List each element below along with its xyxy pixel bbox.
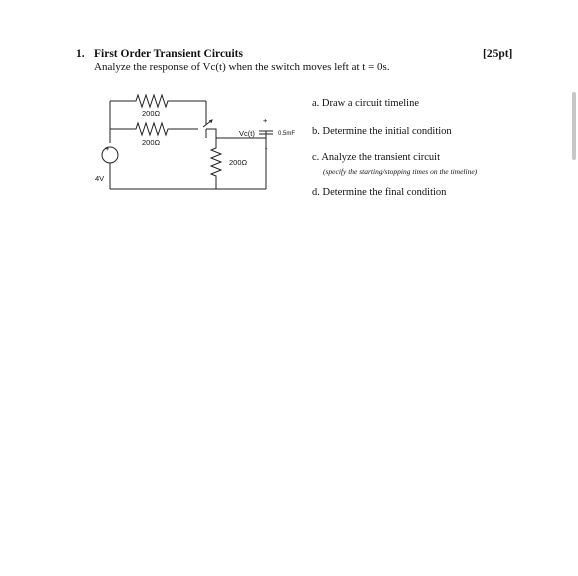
task-b: b. Determine the initial condition [312,126,452,137]
resistor-right-label: 200Ω [229,158,248,167]
problem-title: First Order Transient Circuits [94,48,243,60]
problem-number: 1. [76,48,85,60]
capacitor-plus-label: + [263,116,268,125]
resistor-middle-label: 200Ω [142,138,161,147]
problem-prompt: Analyze the response of Vc(t) when the switch moves left at t = 0s. [94,61,390,73]
capacitor [239,116,295,189]
vertical-scrollbar[interactable] [572,92,576,160]
task-c-note: (specify the starting/stopping times on the timeline) [323,167,478,176]
problem-points: [25pt] [483,48,513,60]
switch-arrow [203,120,212,127]
source-value-label: 4V [95,174,105,183]
capacitor-minus-label: - [265,144,268,153]
voltage-source [95,101,118,189]
capacitor-voltage-label: Vc(t) [239,129,255,138]
source-plus-label: + [105,144,110,153]
switch-branch [203,101,212,138]
resistor-middle [110,123,198,147]
resistor-top [110,95,206,118]
resistor-right [211,138,248,189]
task-c: c. Analyze the transient circuit [312,152,440,163]
task-a: a. Draw a circuit timeline [312,98,419,109]
capacitor-value-label: 0.5mF [278,131,296,137]
task-d: d. Determine the final condition [312,187,447,198]
switch-wire [206,129,266,138]
resistor-top-label: 200Ω [142,109,161,118]
